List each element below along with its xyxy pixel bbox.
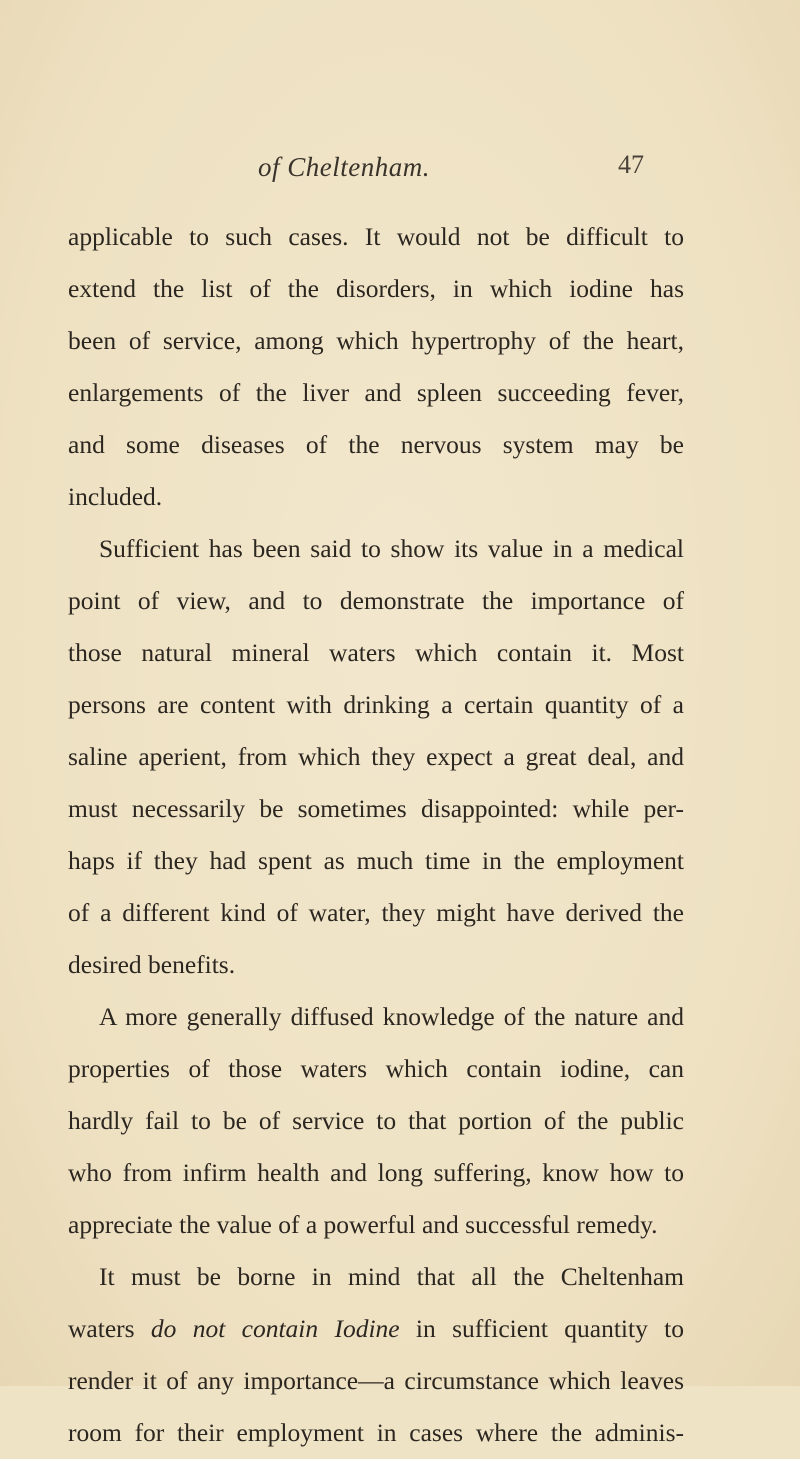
text-line: enlargements of the liver and spleen succeeding fever, <box>68 378 684 407</box>
body-text <box>68 211 684 1459</box>
text-line: persons are content with drinking a certain quantity of a <box>68 690 684 719</box>
text-line: must necessarily be sometimes disappointed: while per- <box>68 794 684 823</box>
running-head <box>0 152 800 192</box>
text-line: applicable to such cases. It would not be difficult to <box>68 222 684 251</box>
text-line: desired benefits. <box>68 950 236 979</box>
text-line: who from infirm health and long suffering, know how to <box>68 1158 684 1187</box>
text-line: point of view, and to demonstrate the importance of <box>68 586 684 615</box>
text-line: A more generally diffused knowledge of the nature and <box>99 1002 684 1031</box>
text-run: waters <box>68 1314 151 1343</box>
text-line-with-italic <box>68 1303 684 1355</box>
running-head-title: of Cheltenham. <box>258 152 430 182</box>
text-line: of a different kind of water, they might have derived the <box>68 898 684 927</box>
text-line: extend the list of the disorders, in which iodine has <box>68 274 684 303</box>
text-line: hardly fail to be of service to that portion of the public <box>68 1106 684 1135</box>
text-line: appreciate the value of a powerful and successful remedy. <box>68 1210 658 1239</box>
text-line: It must be borne in mind that all the Cheltenham <box>99 1262 684 1291</box>
page-number: 47 <box>618 150 644 179</box>
text-line: saline aperient, from which they expect a great deal, and <box>68 742 684 771</box>
text-line: those natural mineral waters which contain it. Most <box>68 638 684 667</box>
text-line: properties of those waters which contain iodine, can <box>68 1054 684 1083</box>
text-line: render it of any importance—a circumstance which leaves <box>68 1366 684 1395</box>
text-line: and some diseases of the nervous system may be <box>68 430 684 459</box>
text-line: room for their employment in cases where the adminis- <box>68 1418 684 1447</box>
text-line: been of service, among which hypertrophy of the heart, <box>68 326 684 355</box>
text-line: haps if they had spent as much time in the employment <box>68 846 684 875</box>
italic-phrase: do not contain Iodine <box>150 1314 400 1343</box>
text-line: Sufficient has been said to show its value in a medical <box>99 534 684 563</box>
text-line: included. <box>68 482 163 511</box>
text-run: in sufficient quantity to <box>399 1314 684 1343</box>
